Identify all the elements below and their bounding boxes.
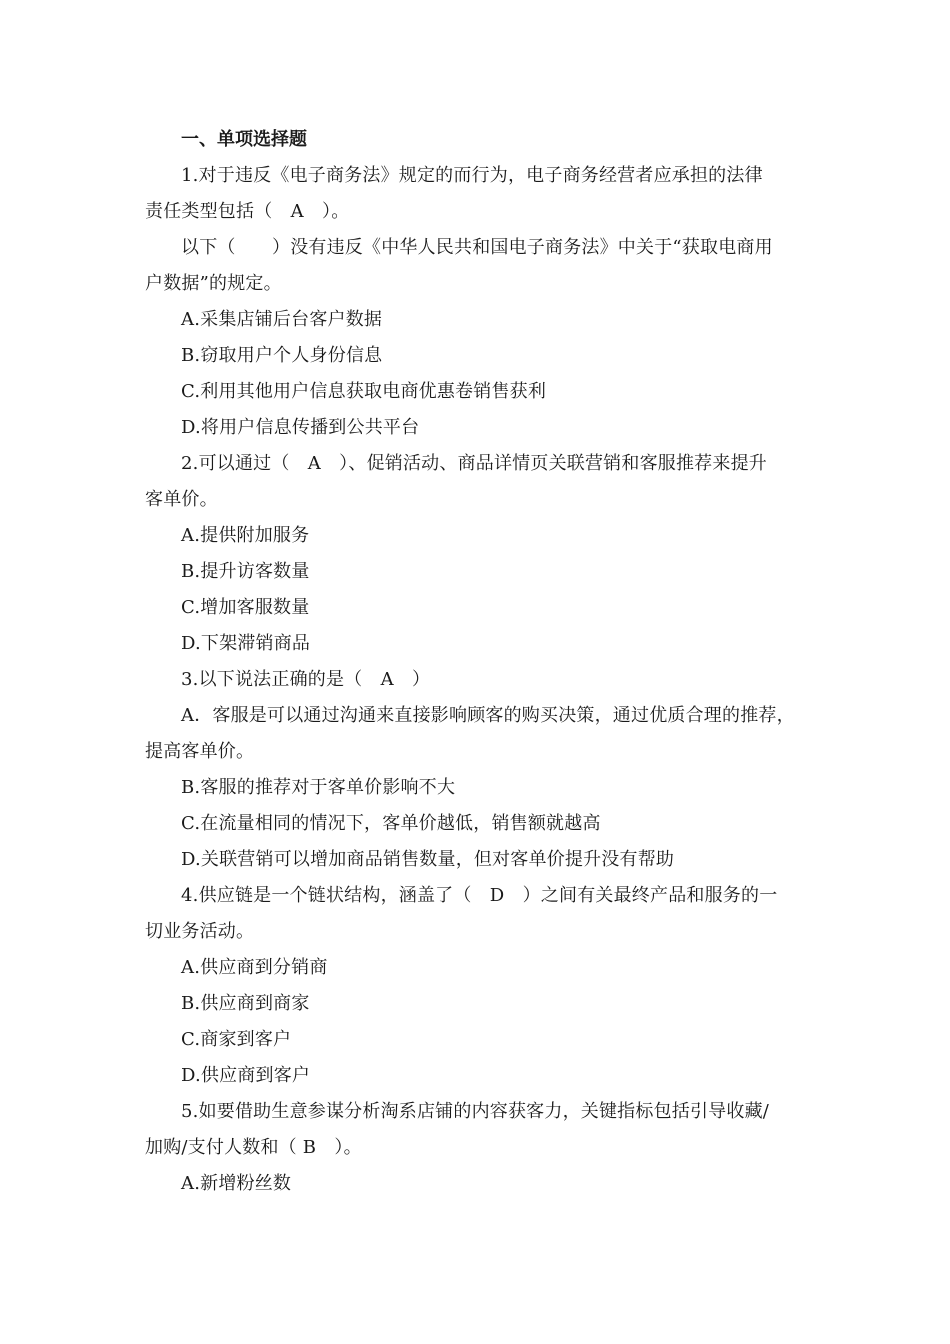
question-4-option-c: C.商家到客户 bbox=[181, 1029, 292, 1050]
question-2-option-b: B.提升访客数量 bbox=[181, 561, 310, 582]
question-4-option-b: B.供应商到商家 bbox=[181, 993, 310, 1014]
question-2-option-c: C.增加客服数量 bbox=[181, 597, 310, 618]
question-1-option-a: A.采集店铺后台客户数据 bbox=[181, 309, 383, 330]
question-3-option-c: C.在流量相同的情况下，客单价越低，销售额就越高 bbox=[181, 813, 601, 834]
question-1-option-c: C.利用其他用户信息获取电商优惠卷销售获利 bbox=[181, 381, 547, 402]
question-4-text: 4.供应链是一个链状结构，涵盖了（ D ）之间有关最终产品和服务的一 bbox=[181, 885, 778, 906]
question-4-text-cont: 切业务活动。 bbox=[145, 921, 255, 942]
question-1-text: 1.对于违反《电子商务法》规定的而行为，电子商务经营者应承担的法律 bbox=[181, 165, 763, 186]
question-1-option-d: D.将用户信息传播到公共平台 bbox=[181, 417, 420, 438]
question-1-sub-text-cont: 户数据”的规定。 bbox=[145, 273, 282, 294]
question-3-option-a-cont: 提高客单价。 bbox=[145, 741, 255, 762]
section-title: 一、单项选择题 bbox=[181, 129, 307, 150]
question-5-text: 5.如要借助生意参谋分析淘系店铺的内容获客力，关键指标包括引导收藏/ bbox=[181, 1101, 770, 1122]
question-2-option-d: D.下架滞销商品 bbox=[181, 633, 311, 654]
question-1-option-b: B.窃取用户个人身份信息 bbox=[181, 345, 383, 366]
question-2-text-cont: 客单价。 bbox=[145, 489, 218, 510]
question-3-option-d: D.关联营销可以增加商品销售数量，但对客单价提升没有帮助 bbox=[181, 849, 675, 870]
question-4-option-a: A.供应商到分销商 bbox=[181, 957, 328, 978]
question-3-text: 3.以下说法正确的是（ A ） bbox=[181, 669, 431, 690]
question-2-option-a: A.提供附加服务 bbox=[181, 525, 310, 546]
question-3-option-b: B.客服的推荐对于客单价影响不大 bbox=[181, 777, 456, 798]
question-2-text: 2.可以通过（ A ）、促销活动、商品详情页关联营销和客服推荐来提升 bbox=[181, 453, 767, 474]
question-1-text-cont: 责任类型包括（ A ）。 bbox=[145, 201, 350, 222]
question-4-option-d: D.供应商到客户 bbox=[181, 1065, 311, 1086]
question-5-option-a: A.新增粉丝数 bbox=[181, 1173, 292, 1194]
question-5-text-cont: 加购/支付人数和（ B ）。 bbox=[145, 1137, 362, 1158]
question-3-option-a: A．客服是可以通过沟通来直接影响顾客的购买决策，通过优质合理的推荐， bbox=[181, 705, 795, 726]
question-1-sub-text: 以下（ ）没有违反《中华人民共和国电子商务法》中关于“获取电商用 bbox=[181, 237, 773, 258]
